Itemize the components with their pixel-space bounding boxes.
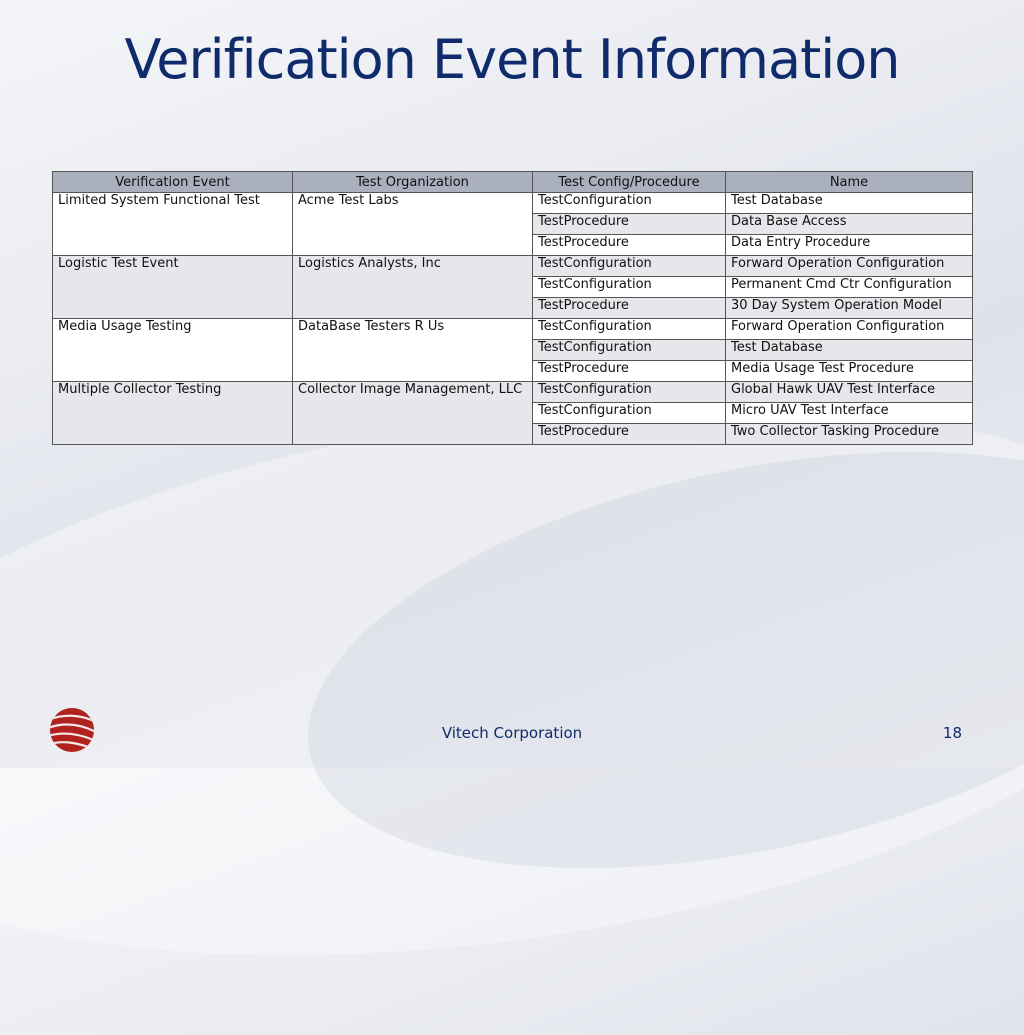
footer-company: Vitech Corporation [441, 724, 583, 742]
table-row [53, 382, 973, 403]
cell-name: Permanent Cmd Ctr Configuration [726, 277, 973, 298]
cell-name: Two Collector Tasking Procedure [726, 424, 973, 445]
cell-config-type: TestConfiguration [533, 403, 726, 424]
table-row [53, 193, 973, 214]
cell-config-type: TestConfiguration [533, 277, 726, 298]
cell-config-type: TestConfiguration [533, 340, 726, 361]
cell-test-organization: Collector Image Management, LLC [293, 382, 533, 445]
table-row [53, 319, 973, 340]
cell-name: Micro UAV Test Interface [726, 403, 973, 424]
header-test-config-procedure: Test Config/Procedure [533, 172, 726, 193]
cell-config-type: TestConfiguration [533, 319, 726, 340]
cell-test-organization: DataBase Testers R Us [293, 319, 533, 382]
cell-verification-event: Media Usage Testing [53, 319, 293, 382]
cell-config-type: TestConfiguration [533, 256, 726, 277]
cell-verification-event: Logistic Test Event [53, 256, 293, 319]
cell-name: Global Hawk UAV Test Interface [726, 382, 973, 403]
verification-event-table [52, 171, 973, 445]
cell-name: Test Database [726, 340, 973, 361]
cell-name: Media Usage Test Procedure [726, 361, 973, 382]
cell-config-type: TestProcedure [533, 214, 726, 235]
cell-name: Data Base Access [726, 214, 973, 235]
cell-verification-event: Multiple Collector Testing [53, 382, 293, 445]
cell-config-type: TestProcedure [533, 235, 726, 256]
page-number: 18 [942, 724, 962, 742]
table-row [53, 256, 973, 277]
cell-name: Test Database [726, 193, 973, 214]
table-header-row [53, 172, 973, 193]
slide-title: Verification Event Information [124, 28, 900, 91]
cell-config-type: TestProcedure [533, 424, 726, 445]
cell-name: Forward Operation Configuration [726, 319, 973, 340]
cell-verification-event: Limited System Functional Test [53, 193, 293, 256]
cell-config-type: TestProcedure [533, 361, 726, 382]
cell-config-type: TestConfiguration [533, 382, 726, 403]
cell-test-organization: Acme Test Labs [293, 193, 533, 256]
cell-name: 30 Day System Operation Model [726, 298, 973, 319]
cell-name: Forward Operation Configuration [726, 256, 973, 277]
header-name: Name [726, 172, 973, 193]
cell-test-organization: Logistics Analysts, Inc [293, 256, 533, 319]
header-verification-event: Verification Event [53, 172, 293, 193]
header-test-organization: Test Organization [293, 172, 533, 193]
cell-name: Data Entry Procedure [726, 235, 973, 256]
cell-config-type: TestConfiguration [533, 193, 726, 214]
cell-config-type: TestProcedure [533, 298, 726, 319]
